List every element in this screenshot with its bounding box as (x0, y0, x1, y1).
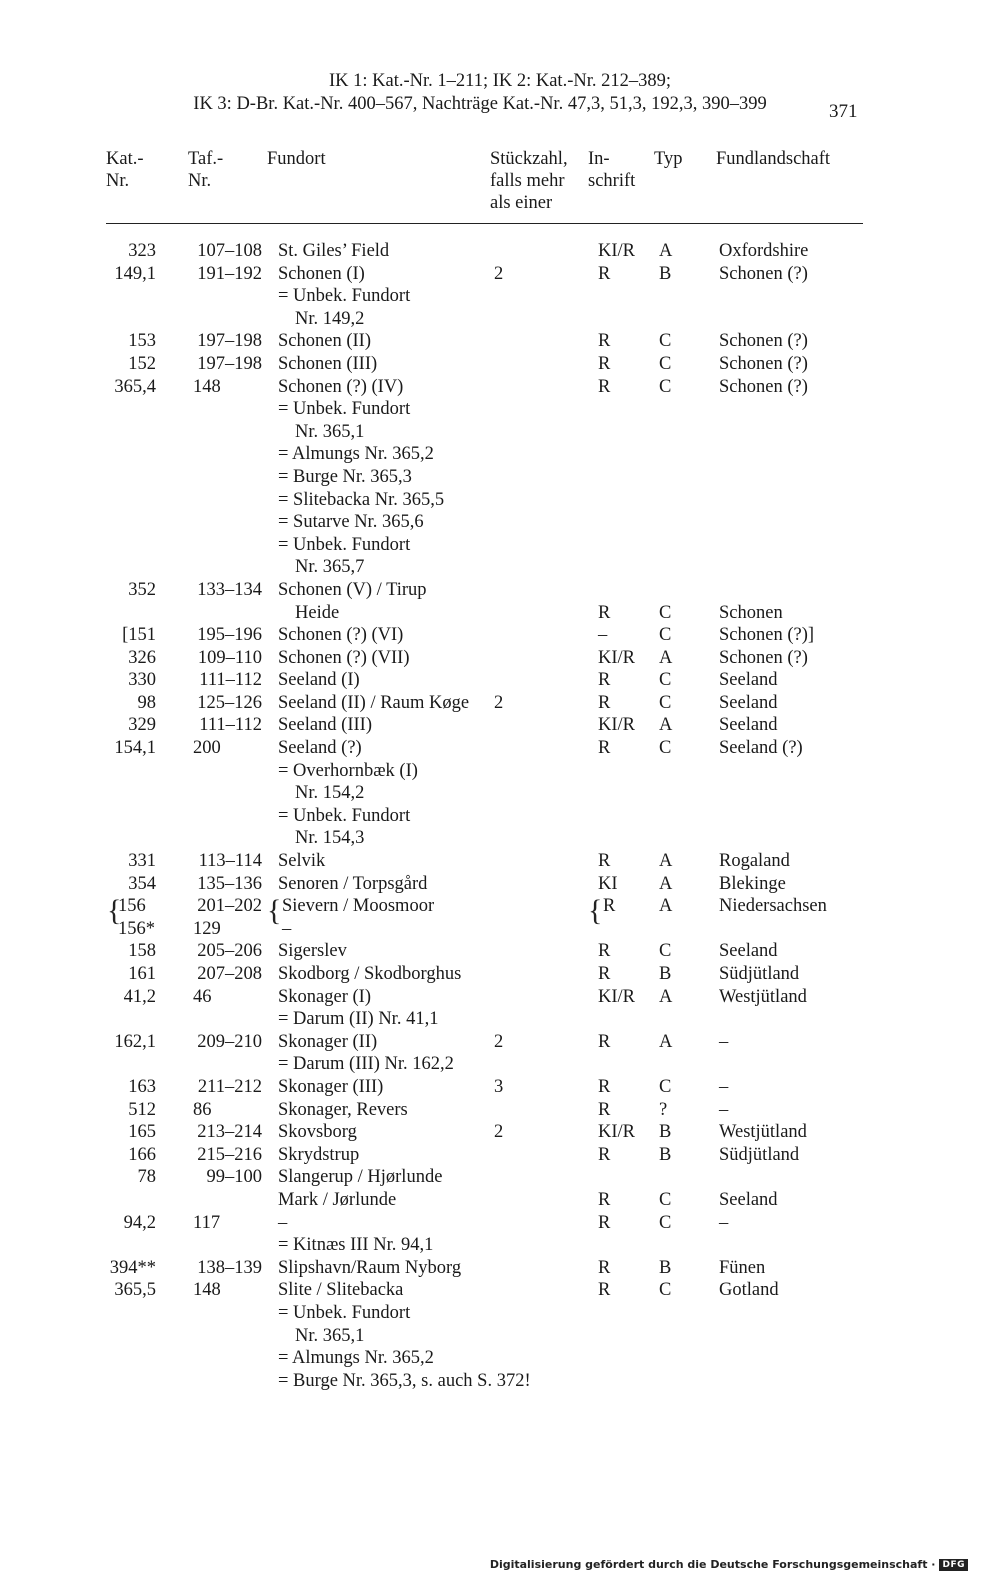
taf-cell: 107–108 (197, 241, 262, 261)
typ-cell: A (659, 896, 673, 917)
catalogue-table (0, 240, 1000, 1392)
table-row (0, 1166, 1000, 1189)
inschrift-cell: KI/R (598, 647, 635, 668)
taf-cell: 133–134 (197, 579, 262, 600)
typ-cell: C (659, 1212, 672, 1233)
fundort-cell: Skonager (II) (278, 1031, 378, 1052)
col-header-fundlandschaft: Fundlandschaft (716, 149, 831, 169)
fundort-cell: Skrydstrup (278, 1144, 360, 1165)
fundort-cell: Schonen (?) (IV) (278, 376, 404, 397)
col-header-fundort: Fundort (267, 149, 326, 169)
table-row (0, 827, 1000, 850)
typ-cell: C (659, 331, 672, 352)
inschrift-cell: KI/R (598, 986, 635, 1007)
fundlandschaft-cell: Südjütland (719, 964, 800, 984)
table-row (0, 534, 1000, 557)
table-row (0, 1212, 1000, 1235)
fundort-cell: Skonager, Revers (278, 1099, 408, 1120)
kat-cell: 512 (128, 1099, 156, 1120)
col-header-stueckzahl: Stückzahl, falls mehr als einer (490, 149, 568, 213)
fundlandschaft-cell: Niedersachsen (719, 896, 827, 917)
fundort-cell: Schonen (III) (278, 353, 378, 374)
table-row (0, 1008, 1000, 1031)
typ-cell: C (659, 738, 672, 759)
count-cell: 3 (494, 1076, 504, 1097)
kat-cell: 162,1 (114, 1031, 156, 1052)
fundlandschaft-cell: Schonen (?)] (719, 625, 815, 646)
taf-cell: 113–114 (198, 851, 262, 872)
table-row (0, 1347, 1000, 1370)
taf-cell: 125–126 (197, 692, 262, 713)
taf-cell: 111–112 (199, 670, 262, 691)
fundort-cell: = Slitebacka Nr. 365,5 (278, 489, 445, 510)
table-row (0, 1076, 1000, 1099)
taf-cell: 138–139 (197, 1257, 262, 1278)
header-line-1: IK 1: Kat.-Nr. 1–211; IK 2: Kat.-Nr. 212–389; (328, 71, 672, 91)
header-line-2: IK 3: D-Br. Kat.-Nr. 400–567, Nachträge Kat.-Nr. 47,3, 51,3, 192,3, 390–399 (193, 94, 767, 114)
table-row (0, 1234, 1000, 1257)
fundort-cell: Sigerslev (278, 941, 347, 962)
table-row (0, 714, 1000, 737)
table-row (0, 263, 1000, 286)
fundort-cell: Slipshavn/Raum Nyborg (278, 1257, 462, 1278)
kat-cell: 154,1 (114, 738, 156, 759)
fundort-cell: = Unbek. Fundort (278, 286, 411, 307)
fundort-cell: Nr. 149,2 (295, 308, 365, 329)
table-row (0, 805, 1000, 828)
fundort-cell: = Burge Nr. 365,3 (278, 466, 412, 487)
fundort-cell: = Almungs Nr. 365,2 (278, 1348, 434, 1369)
kat-cell: 78 (137, 1167, 156, 1188)
typ-cell: ? (659, 1099, 668, 1120)
table-row (0, 1099, 1000, 1122)
taf-cell: 109–110 (197, 647, 262, 668)
footer-credit (490, 1558, 968, 1571)
brace-inschrift: { (588, 894, 603, 927)
table-row (0, 1257, 1000, 1280)
fundort-cell: = Darum (II) Nr. 41,1 (278, 1009, 439, 1030)
fundort-cell: Skovsborg (278, 1122, 357, 1143)
kat-cell: 149,1 (114, 263, 156, 284)
table-row (0, 511, 1000, 534)
fundort-cell: = Unbek. Fundort (278, 805, 411, 826)
taf-cell: 99–100 (206, 1167, 262, 1188)
table-row (0, 376, 1000, 399)
fundlandschaft-cell: Seeland (719, 941, 778, 962)
fundlandschaft-cell: – (719, 1076, 729, 1097)
table-row (0, 353, 1000, 376)
fundort-cell: = Unbek. Fundort (278, 399, 411, 420)
table-row (0, 647, 1000, 670)
table-row (0, 1053, 1000, 1076)
fundort-cell: = Darum (III) Nr. 162,2 (278, 1054, 454, 1075)
kat-cell: 94,2 (123, 1212, 156, 1233)
count-cell: 2 (494, 1122, 504, 1143)
table-row (0, 1302, 1000, 1325)
fundort-cell: = Sutarve Nr. 365,6 (278, 512, 424, 533)
fundort-cell: St. Giles’ Field (278, 241, 390, 261)
inschrift-cell: KI/R (598, 241, 635, 261)
fundort-cell: Senoren / Torpsgård (278, 873, 428, 894)
taf-cell: 211–212 (197, 1076, 262, 1097)
typ-cell: A (659, 873, 673, 894)
table-row (0, 1121, 1000, 1144)
fundort-cell: Seeland (I) (278, 670, 360, 691)
fundlandschaft-cell: – (719, 1212, 729, 1233)
taf-cell: 213–214 (197, 1122, 262, 1143)
fundlandschaft-cell: Schonen (?) (719, 263, 808, 284)
inschrift-cell: R (598, 263, 611, 284)
table-row (0, 556, 1000, 579)
table-row (0, 782, 1000, 805)
table-row (0, 940, 1000, 963)
inschrift-cell: R (598, 851, 611, 872)
typ-cell: B (659, 1257, 672, 1278)
taf-cell: 135–136 (197, 873, 262, 894)
typ-cell: A (659, 986, 673, 1007)
kat-cell: 165 (128, 1122, 156, 1143)
fundlandschaft-cell: Westjütland (719, 986, 807, 1007)
inschrift-cell: R (598, 376, 611, 397)
col-header-kat: Kat.- Nr. (106, 149, 144, 191)
fundlandschaft-cell: Schonen (?) (719, 331, 808, 352)
inschrift-cell: R (598, 353, 611, 374)
taf-cell: 191–192 (197, 263, 262, 284)
kat-cell: 352 (128, 579, 156, 600)
fundlandschaft-cell: Seeland (719, 1189, 778, 1210)
kat-cell: 330 (128, 670, 156, 691)
inschrift-cell: R (603, 896, 616, 917)
table-row (0, 579, 1000, 602)
typ-cell: C (659, 692, 672, 713)
fundort-cell: = Unbek. Fundort (278, 1302, 411, 1323)
fundort-cell: Sievern / Moosmoor (282, 896, 435, 917)
fundlandschaft-cell: Seeland (719, 692, 778, 713)
table-row (0, 873, 1000, 896)
inschrift-cell: KI/R (598, 715, 635, 736)
inschrift-cell: R (598, 941, 611, 962)
table-row (0, 1031, 1000, 1054)
fundort-cell: Slite / Slitebacka (278, 1280, 404, 1301)
fundlandschaft-cell: Schonen (?) (719, 376, 808, 397)
typ-cell: A (659, 715, 673, 736)
fundlandschaft-cell: Südjütland (719, 1144, 800, 1165)
table-row (0, 466, 1000, 489)
inschrift-cell: R (598, 1076, 611, 1097)
taf-cell: 205–206 (197, 941, 262, 962)
fundort-cell: Schonen (V) / Tirup (278, 579, 427, 600)
fundort-cell: = Kitnæs III Nr. 94,1 (278, 1235, 434, 1256)
table-row (0, 1370, 1000, 1393)
table-row (0, 443, 1000, 466)
taf-cell: 46 (193, 986, 212, 1007)
typ-cell: C (659, 670, 672, 691)
table-row (0, 285, 1000, 308)
taf-cell: 148 (193, 1280, 221, 1301)
fundlandschaft-cell: Westjütland (719, 1122, 807, 1143)
typ-cell: C (659, 1076, 672, 1097)
fundort-cell: – (282, 918, 292, 939)
fundort-cell: Selvik (278, 851, 326, 872)
kat-cell: 163 (128, 1076, 156, 1097)
fundlandschaft-cell: Seeland (?) (719, 738, 803, 759)
inschrift-cell: R (598, 602, 611, 623)
fundort-cell: Schonen (?) (VII) (278, 647, 410, 668)
inschrift-cell: R (598, 1099, 611, 1120)
inschrift-cell: KI/R (598, 1122, 635, 1143)
inschrift-cell: R (598, 738, 611, 759)
typ-cell: B (659, 1144, 672, 1165)
typ-cell: C (659, 941, 672, 962)
fundlandschaft-cell: Oxfordshire (719, 241, 809, 261)
col-header-inschrift: In- schrift (588, 149, 636, 191)
table-row (0, 624, 1000, 647)
kat-cell: 329 (128, 715, 156, 736)
taf-cell: 207–208 (197, 964, 262, 984)
taf-cell: 195–196 (197, 625, 262, 646)
col-header-typ: Typ (654, 149, 683, 169)
taf-cell: 197–198 (197, 331, 262, 352)
inschrift-cell: – (598, 625, 608, 646)
table-row (0, 1325, 1000, 1348)
taf-cell: 200 (193, 738, 221, 759)
taf-cell: 129 (193, 918, 221, 939)
footer-text: Digitalisierung gefördert durch die Deutsche Forschungsgemeinschaft · (489, 1558, 936, 1571)
typ-cell: A (659, 647, 673, 668)
inschrift-cell: R (598, 1212, 611, 1233)
fundlandschaft-cell: Schonen (719, 602, 783, 623)
fundort-cell: Schonen (II) (278, 331, 371, 352)
inschrift-cell: R (598, 1144, 611, 1165)
fundlandschaft-cell: Schonen (?) (719, 647, 808, 668)
table-row (0, 330, 1000, 353)
taf-cell: 148 (193, 376, 221, 397)
table-row (0, 240, 1000, 263)
fundort-cell: Slangerup / Hjørlunde (278, 1167, 443, 1188)
fundlandschaft-cell: Seeland (719, 715, 778, 736)
inschrift-cell: R (598, 692, 611, 713)
header-rule (106, 223, 863, 224)
fundort-cell: = Overhornbæk (I) (278, 760, 418, 781)
fundort-cell: Nr. 154,3 (295, 828, 365, 849)
dfg-logo: DFG (939, 1559, 968, 1571)
inschrift-cell: R (598, 1189, 611, 1210)
typ-cell: A (659, 851, 673, 872)
table-row (0, 1279, 1000, 1302)
count-cell: 2 (494, 1031, 504, 1052)
taf-cell: 117 (193, 1212, 221, 1233)
fundlandschaft-cell: – (719, 1099, 729, 1120)
taf-cell: 201–202 (197, 896, 262, 917)
table-row (0, 1144, 1000, 1167)
table-row (0, 1189, 1000, 1212)
kat-cell: 331 (128, 851, 156, 872)
table-row (0, 963, 1000, 986)
inschrift-cell: KI (598, 873, 618, 894)
brace-kat: { (107, 894, 122, 927)
fundort-cell: Schonen (?) (VI) (278, 625, 404, 646)
count-cell: 2 (494, 692, 504, 713)
inschrift-cell: R (598, 964, 611, 984)
kat-cell: 354 (128, 873, 156, 894)
kat-cell: 98 (137, 692, 156, 713)
kat-cell: 166 (128, 1144, 156, 1165)
kat-cell: 41,2 (123, 986, 156, 1007)
typ-cell: C (659, 353, 672, 374)
fundort-cell: = Unbek. Fundort (278, 534, 411, 555)
fundort-cell: – (278, 1212, 288, 1233)
kat-cell: 365,4 (114, 376, 156, 397)
kat-cell: 153 (128, 331, 156, 352)
kat-cell: [151 (122, 625, 156, 646)
kat-cell: 326 (128, 647, 156, 668)
table-row (0, 986, 1000, 1009)
fundort-cell: Skodborg / Skodborghus (278, 964, 462, 984)
kat-cell: 156* (118, 918, 155, 939)
fundlandschaft-cell: Blekinge (719, 873, 786, 894)
table-row (0, 895, 1000, 918)
typ-cell: B (659, 964, 672, 984)
fundort-cell: Nr. 365,7 (295, 557, 365, 578)
table-row (0, 489, 1000, 512)
table-row (0, 760, 1000, 783)
table-row (0, 308, 1000, 331)
fundort-cell: Nr. 365,1 (295, 421, 365, 442)
fundort-cell: Nr. 154,2 (295, 783, 365, 804)
inschrift-cell: R (598, 1280, 611, 1301)
fundort-cell: Seeland (?) (278, 738, 362, 759)
typ-cell: C (659, 602, 672, 623)
inschrift-cell: R (598, 1031, 611, 1052)
typ-cell: B (659, 1122, 672, 1143)
kat-cell: 323 (128, 241, 156, 261)
table-row (0, 602, 1000, 625)
typ-cell: A (659, 1031, 673, 1052)
table-row (0, 692, 1000, 715)
typ-cell: C (659, 625, 672, 646)
table-row (0, 669, 1000, 692)
fundort-cell: Nr. 365,1 (295, 1325, 365, 1346)
kat-cell: 161 (128, 964, 156, 984)
taf-cell: 111–112 (199, 715, 262, 736)
kat-cell: 158 (128, 941, 156, 962)
typ-cell: A (659, 241, 673, 261)
table-row (0, 850, 1000, 873)
table-row (0, 737, 1000, 760)
fundort-cell: Heide (295, 602, 340, 623)
fundlandschaft-cell: Rogaland (719, 851, 790, 872)
fundort-cell: Schonen (I) (278, 263, 365, 284)
taf-cell: 215–216 (197, 1144, 262, 1165)
fundlandschaft-cell: Gotland (719, 1280, 779, 1301)
fundort-cell: Seeland (II) / Raum Køge (278, 692, 470, 713)
typ-cell: C (659, 1189, 672, 1210)
typ-cell: C (659, 376, 672, 397)
fundlandschaft-cell: Seeland (719, 670, 778, 691)
page-number: 371 (829, 101, 858, 122)
taf-cell: 86 (193, 1099, 212, 1120)
inschrift-cell: R (598, 670, 611, 691)
table-row (0, 421, 1000, 444)
fundort-cell: Mark / Jørlunde (278, 1189, 397, 1210)
inschrift-cell: R (598, 1257, 611, 1278)
fundort-cell: Seeland (III) (278, 715, 372, 736)
fundort-cell: = Almungs Nr. 365,2 (278, 444, 434, 465)
kat-cell: 394** (109, 1257, 156, 1278)
fundlandschaft-cell: – (719, 1031, 729, 1052)
fundort-cell: Skonager (I) (278, 986, 371, 1007)
table-row (0, 398, 1000, 421)
inschrift-cell: R (598, 331, 611, 352)
taf-cell: 209–210 (197, 1031, 262, 1052)
fundlandschaft-cell: Fünen (719, 1257, 766, 1278)
typ-cell: C (659, 1280, 672, 1301)
kat-cell: 365,5 (114, 1280, 156, 1301)
count-cell: 2 (494, 263, 504, 284)
table-row (0, 918, 1000, 941)
brace-fundort: { (267, 894, 282, 927)
typ-cell: B (659, 263, 672, 284)
kat-cell: 156 (118, 896, 146, 917)
taf-cell: 197–198 (197, 353, 262, 374)
fundlandschaft-cell: Schonen (?) (719, 353, 808, 374)
col-header-taf: Taf.- Nr. (188, 149, 224, 191)
kat-cell: 152 (128, 353, 156, 374)
fundort-cell: = Burge Nr. 365,3, s. auch S. 372! (278, 1370, 531, 1391)
fundort-cell: Skonager (III) (278, 1076, 384, 1097)
